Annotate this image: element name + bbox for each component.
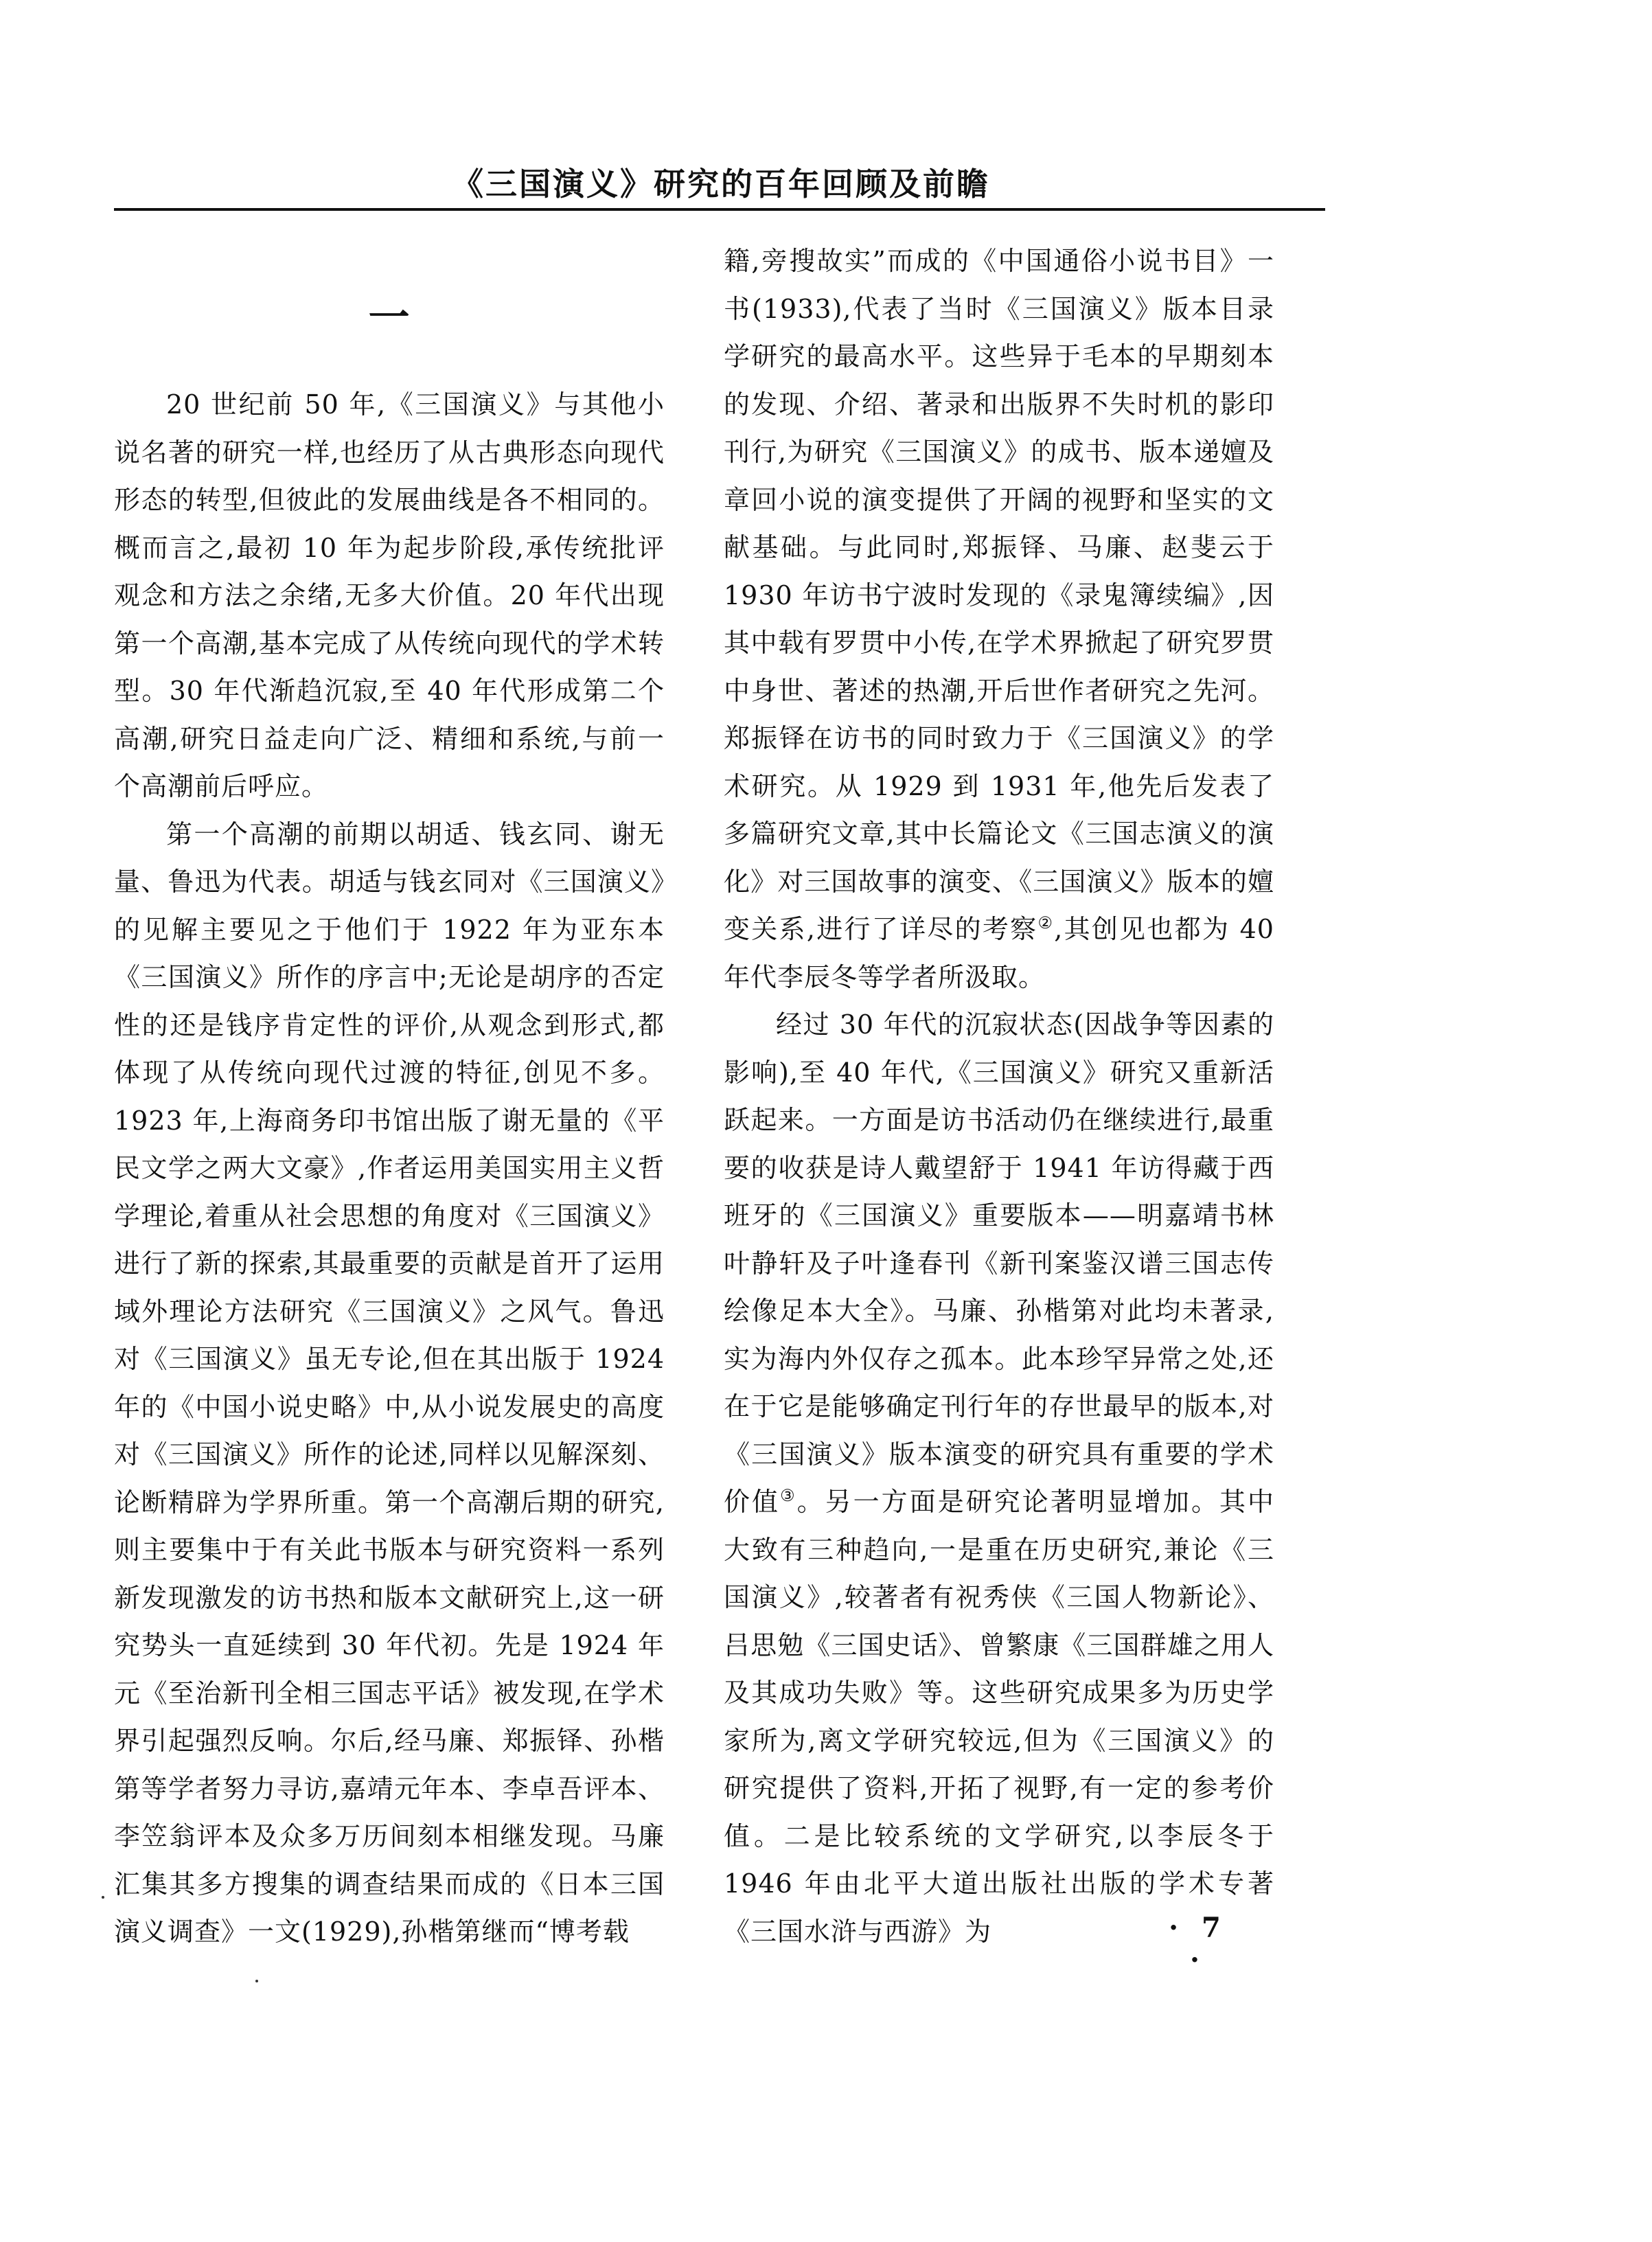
right-column xyxy=(724,238,1274,1956)
left-column xyxy=(114,238,665,1956)
continued-text-tail: ,其创见也都为 40 年代李辰冬等学者所汲取。 xyxy=(724,914,1274,992)
paragraph-overview: 20 世纪前 50 年,《三国演义》与其他小说名著的研究一样,也经历了从古典形态向现代形态的转型,但彼此的发展曲线是各不相同的。概而言之,最初 10 年为起步阶段,承传统批评观念和方法之余绪,无多大价值。20 年代出现第一个高潮,基本完成了从传统向现代的学术转型。30 年代渐趋沉寂,至 40 年代形成第二个高潮,研究日益走向广泛、精细和系统,与前一个高潮前后呼应。 xyxy=(114,389,665,801)
scan-speck xyxy=(255,1980,258,1982)
footnote-marker-2: ② xyxy=(1037,913,1055,933)
second-peak-text-a: 经过 30 年代的沉寂状态(因战争等因素的影响),至 40 年代,《三国演义》研究又重新活跃起来。一方面是访书活动仍在继续进行,最重要的收获是诗人戴望舒于 1941 年访得藏于西班牙的《三国演义》重要版本——明嘉靖书林叶静轩及子叶逢春刊《新刊案鉴汉谱三国志传绘像足本大全》。马廉、孙楷第对此均未著录,实为海内外仅存之孤本。此本珍罕异常之处,还在于它是能够确定刊行年的存世最早的版本,对《三国演义》版本演变的研究具有重要的学术价值 xyxy=(724,1009,1274,1517)
paragraph-continued xyxy=(724,238,1274,1001)
section-numeral: 一 xyxy=(368,294,411,342)
continued-text: 籍,旁搜故实”而成的《中国通俗小说书目》一书(1933),代表了当时《三国演义》版本目录学研究的最高水平。这些异于毛本的早期刻本的发现、介绍、著录和出版界不失时机的影印刊行,为研究《三国演义》的成书、版本递嬗及章回小说的演变提供了开阔的视野和坚实的文献基础。与此同时,郑振铎、马廉、赵斐云于 1930 年访书宁波时发现的《录鬼簿续编》,因其中载有罗贯中小传,在学术界掀起了研究罗贯中身世、著述的热潮,开后世作者研究之先河。郑振铎在访书的同时致力于《三国演义》的学术研究。从 1929 到 1931 年,他先后发表了多篇研究文章,其中长篇论文《三国志演义的演化》对三国故事的演变、《三国演义》版本的嬗变关系,进行了详尽的考察 xyxy=(724,246,1274,944)
page-number: · 7 · xyxy=(1169,1912,1228,1976)
paragraph-first-peak: 第一个高潮的前期以胡适、钱玄同、谢无量、鲁迅为代表。胡适与钱玄同对《三国演义》的见解主要见之于他们于 1922 年为亚东本《三国演义》所作的序言中;无论是胡序的否定性的还是钱序肯定性的评价,从观念到形式,都体现了从传统向现代过渡的特征,创见不多。1923 年,上海商务印书馆出版了谢无量的《平民文学之两大文豪》,作者运用美国实用主义哲学理论,着重从社会思想的角度对《三国演义》进行了新的探索,其最重要的贡献是首开了运用域外理论方法研究《三国演义》之风气。鲁迅对《三国演义》虽无专论,但在其出版于 1924 年的《中国小说史略》中,从小说发展史的高度对《三国演义》所作的论述,同样以见解深刻、论断精辟为学界所重。第一个高潮后期的研究,则主要集中于有关此书版本与研究资料一系列新发现激发的访书热和版本文献研究上,这一研究势头一直延续到 30 年代初。先是 1924 年元《至治新刊全相三国志平话》被发现,在学术界引起强烈反响。尔后,经马廉、郑振铎、孙楷第等学者努力寻访,嘉靖元年本、李卓吾评本、李笠翁评本及众多万历间刻本相继发现。马廉汇集其多方搜集的调查结果而成的《日本三国演义调查》一文(1929),孙楷第继而“博考载 xyxy=(114,819,665,1947)
header-rule xyxy=(114,208,1325,211)
second-peak-text-b: 。另一方面是研究论著明显增加。其中大致有三种趋向,一是重在历史研究,兼论《三国演义》,较著者有祝秀侠《三国人物新论》、吕思勉《三国史话》、曾繁康《三国群雄之用人及其成功失败》等。这些研究成果多为历史学家所为,离文学研究较远,但为《三国演义》的研究提供了资料,开拓了视野,有一定的参考价值。二是比较系统的文学研究,以李辰冬于 1946 年由北平大道出版社出版的学术专著《三国水浒与西游》为 xyxy=(724,1487,1274,1947)
running-header-title: 《三国演义》研究的百年回顾及前瞻 xyxy=(452,165,990,203)
scan-speck xyxy=(102,1896,104,1899)
footnote-marker-3: ③ xyxy=(780,1486,797,1505)
paragraph-second-peak xyxy=(724,1001,1274,1956)
